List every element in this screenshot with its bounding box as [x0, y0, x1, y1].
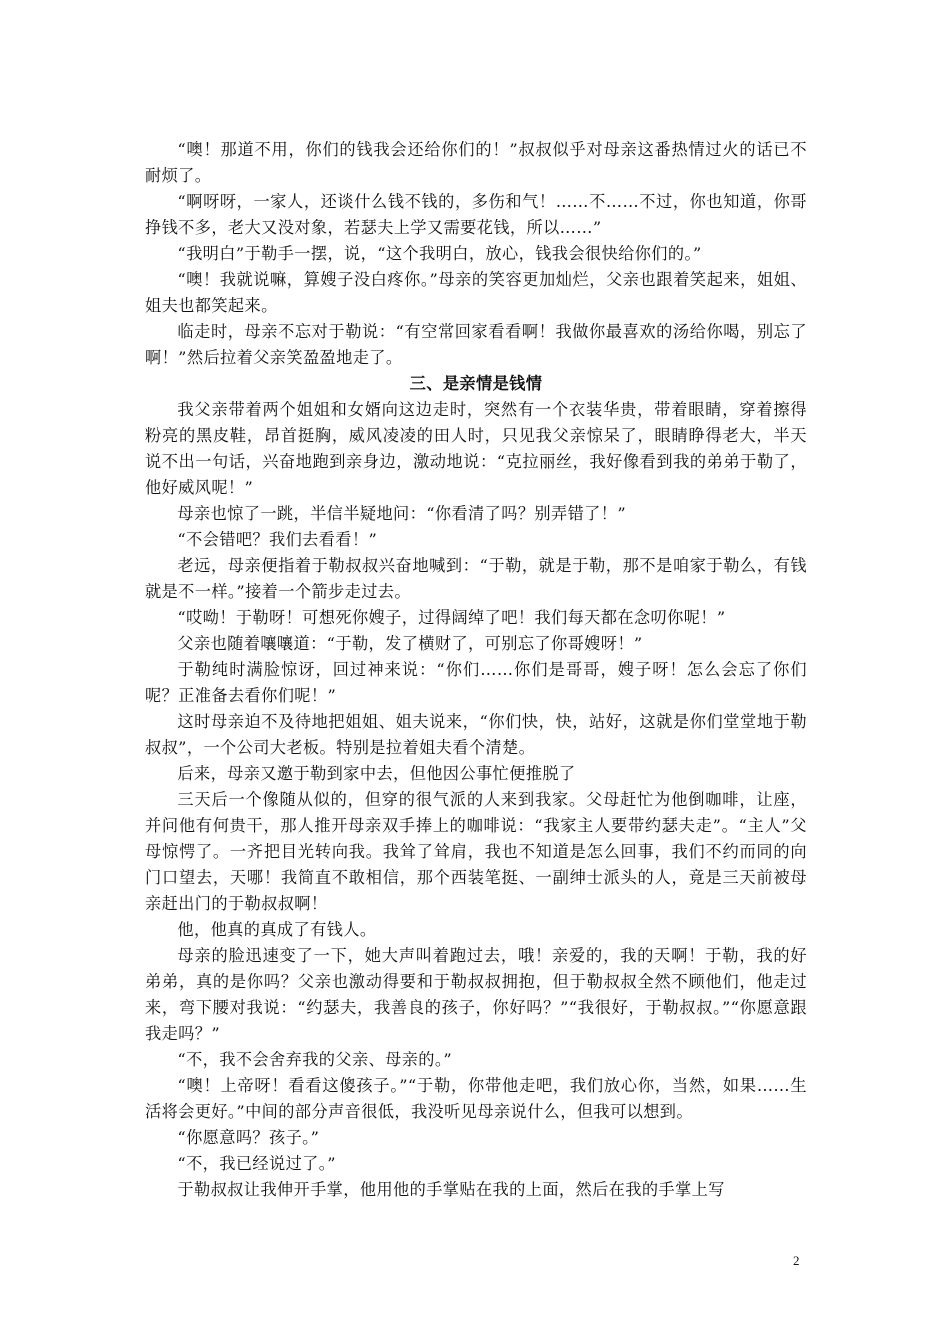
paragraph: 他，他真的真成了有钱人。	[177, 920, 377, 939]
paragraph: 老远，母亲便指着于勒叔叔兴奋地喊到：“于勒，就是于勒，那不是咱家于勒么，有钱就是不一样。”接着一个箭步走过去。	[145, 556, 807, 601]
paragraph: 于勒纯时满脸惊讶，回过神来说：“你们……你们是哥哥，嫂子呀！怎么会忘了你们呢？正准备去看你们呢！”	[145, 660, 807, 705]
paragraph: 母亲也惊了一跳，半信半疑地问：“你看清了吗？别弄错了！”	[177, 504, 627, 523]
paragraph: 于勒叔叔让我伸开手掌，他用他的手掌贴在我的上面，然后在我的手掌上写	[177, 1180, 725, 1199]
paragraph: “你愿意吗？孩子。”	[177, 1128, 320, 1147]
document-body	[145, 137, 807, 1203]
page-number: 2	[793, 1253, 800, 1268]
paragraph: “噢！上帝呀！看看这傻孩子。”“于勒，你带他走吧，我们放心你，当然，如果……生活将会更好。”中间的部分声音很低，我没听见母亲说什么，但我可以想到。	[145, 1076, 807, 1121]
paragraph: “不，我不会舍弃我的父亲、母亲的。”	[177, 1050, 453, 1069]
paragraph: 临走时，母亲不忘对于勒说：“有空常回家看看啊！我做你最喜欢的汤给你喝，别忘了啊！”然后拉着父亲笑盈盈地走了。	[145, 322, 807, 367]
paragraph: 三天后一个像随从似的，但穿的很气派的人来到我家。父母赶忙为他倒咖啡，让座，并问他有何贵干，那人推开母亲双手捧上的咖啡说：“我家主人要带约瑟夫走”。“主人”父母惊愕了。一齐把目光转向我。我耸了耸肩，我也不知道是怎么回事，我们不约而同的向门口望去，天哪！我简直不敢相信，那个西装笔挺、一副绅士派头的人，竟是三天前被母亲赶出门的于勒叔叔啊！	[145, 790, 807, 913]
paragraph: “不会错吧？我们去看看！”	[177, 530, 378, 549]
paragraph: “不，我已经说过了。”	[177, 1154, 336, 1173]
paragraph: 母亲的脸迅速变了一下，她大声叫着跑过去，哦！亲爱的，我的天啊！于勒，我的好弟弟，真的是你吗？父亲也激动得要和于勒叔叔拥抱，但于勒叔叔全然不顾他们，他走过来，弯下腰对我说：“约瑟夫，我善良的孩子，你好吗？”“我很好，于勒叔叔。”“你愿意跟我走吗？”	[145, 946, 807, 1043]
paragraph: 父亲也随着嚷嚷道：“于勒，发了横财了，可别忘了你哥嫂呀！”	[177, 634, 643, 653]
paragraph: 这时母亲迫不及待地把姐姐、姐夫说来，“你们快，快，站好，这就是你们堂堂地于勒叔叔”，一个公司大老板。特别是拉着姐夫看个清楚。	[145, 712, 807, 757]
paragraph: “噢！我就说嘛，算嫂子没白疼你。”母亲的笑容更加灿烂，父亲也跟着笑起来，姐姐、姐夫也都笑起来。	[145, 270, 807, 315]
paragraph: “噢！那道不用，你们的钱我会还给你们的！”叔叔似乎对母亲这番热情过火的话已不耐烦了。	[145, 140, 807, 185]
paragraph: “哎呦！于勒呀！可想死你嫂子，过得阔绰了吧！我们每天都在念叨你呢！”	[177, 608, 726, 627]
paragraph: 后来，母亲又邀于勒到家中去，但他因公事忙便推脱了	[177, 764, 576, 783]
paragraph: “啊呀呀，一家人，还谈什么钱不钱的，多伤和气！……不……不过，你也知道，你哥挣钱不多，老大又没对象，若瑟夫上学又需要花钱，所以……”	[145, 192, 807, 237]
paragraph: “我明白”于勒手一摆，说，“这个我明白，放心，钱我会很快给你们的。”	[177, 244, 702, 263]
paragraph: 我父亲带着两个姐姐和女婿向这边走时，突然有一个衣装华贵，带着眼睛，穿着擦得粉亮的黑皮鞋，昂首挺胸，威风凌凌的田人时，只见我父亲惊呆了，眼睛睁得老大，半天说不出一句话，兴奋地跑到亲身边，激动地说：“克拉丽丝，我好像看到我的弟弟于勒了，他好威风呢！”	[145, 400, 807, 497]
section-heading: 三、是亲情是钱情	[409, 374, 543, 393]
